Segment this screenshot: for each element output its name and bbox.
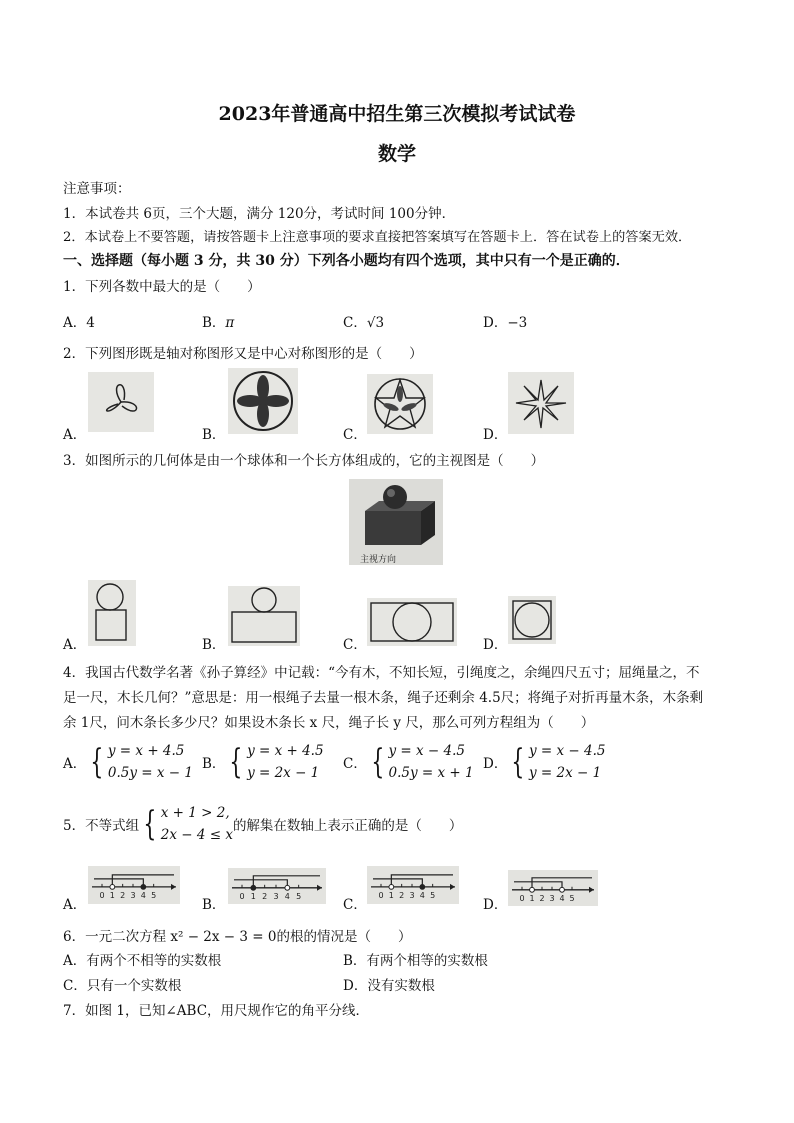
q2-option-d: D． bbox=[483, 427, 508, 443]
tick-label: 4 bbox=[284, 891, 290, 901]
tick-label: 1 bbox=[529, 893, 535, 903]
number-line-b bbox=[228, 868, 326, 904]
endpoint-upper bbox=[285, 885, 290, 890]
q5-option-d: D． bbox=[483, 897, 508, 913]
tick-label: 5 bbox=[430, 890, 436, 900]
tick-label: 3 bbox=[409, 890, 415, 900]
q6-option-d: D．没有实数根 bbox=[343, 978, 435, 994]
endpoint-lower bbox=[530, 887, 535, 892]
endpoint-upper bbox=[420, 885, 425, 890]
tick-label: 2 bbox=[539, 893, 545, 903]
endpoint-lower bbox=[251, 885, 256, 890]
tick-label: 0 bbox=[239, 891, 245, 901]
q4-option-d: D． { y = x − 4.5 y = 2x − 1 bbox=[483, 742, 606, 782]
five-star-figure bbox=[367, 374, 433, 434]
pinwheel-star-figure bbox=[508, 372, 574, 434]
tick-label: 4 bbox=[419, 890, 425, 900]
q5-option-a: A． bbox=[63, 897, 87, 913]
tick-label: 0 bbox=[519, 893, 525, 903]
q5-option-b: B． bbox=[202, 897, 226, 913]
q1-option-d: D．−3 bbox=[483, 315, 528, 331]
pinwheel-figure bbox=[88, 372, 154, 432]
q6-option-c: C．只有一个实数根 bbox=[63, 978, 182, 994]
tick-label: 5 bbox=[569, 893, 575, 903]
q1-option-a: A．4 bbox=[63, 315, 95, 331]
tick-label: 3 bbox=[273, 891, 279, 901]
tick-label: 2 bbox=[399, 890, 405, 900]
endpoint-upper bbox=[560, 887, 565, 892]
tick-label: 0 bbox=[378, 890, 384, 900]
view-a-figure bbox=[88, 580, 136, 646]
view-c-figure bbox=[367, 598, 457, 646]
q4-line-3: 余 1尺，问木条长多少尺？如果设木条长 x 尺，绳子长 y 尺，那么可列方程组为（ ） bbox=[63, 715, 595, 731]
tick-label: 4 bbox=[140, 890, 146, 900]
q5-option-c: C． bbox=[343, 897, 367, 913]
q5-stem: 5．不等式组 { x + 1 > 2, 2x − 4 ≤ x的解集在数轴上表示正确的是（ ） bbox=[63, 804, 463, 844]
q4-option-b: B． { y = x + 4.5 y = 2x − 1 bbox=[202, 742, 324, 782]
notice-heading: 注意事项： bbox=[63, 181, 131, 197]
q3-option-b: B． bbox=[202, 637, 226, 653]
endpoint-lower bbox=[389, 885, 394, 890]
q1-option-c: C．√3 bbox=[343, 315, 385, 331]
q6-stem: 6．一元二次方程 x² − 2x − 3 = 0的根的情况是（ ） bbox=[63, 929, 412, 945]
q6-option-b: B．有两个相等的实数根 bbox=[343, 953, 488, 969]
q2-option-c: C． bbox=[343, 427, 367, 443]
subject-title: 数学 bbox=[377, 143, 416, 165]
number-line-d bbox=[508, 870, 598, 906]
q4-line-1: 4．我国古代数学名著《孙子算经》中记载：“今有木，不知长短，引绳度之，余绳四尺五寸；屈绳量之，不 bbox=[63, 665, 700, 681]
tick-label: 4 bbox=[559, 893, 565, 903]
tick-label: 0 bbox=[99, 890, 105, 900]
notice-item-2: 2．本试卷上不要答题，请按答题卡上注意事项的要求直接把答案填写在答题卡上．答在试卷上的答案无效． bbox=[63, 230, 692, 245]
q4-option-c: C． { y = x − 4.5 0.5y = x + 1 bbox=[343, 742, 474, 782]
exam-title: 2023年普通高中招生第三次模拟考试试卷 bbox=[218, 103, 576, 125]
number-line-a bbox=[88, 866, 180, 904]
q7-stem: 7．如图 1，已知∠ABC，用尺规作它的角平分线． bbox=[63, 1003, 370, 1019]
q4-line-2: 足一尺，木长几何？”意思是：用一根绳子去量一根木条，绳子还剩余 4.5尺；将绳子对折再量木条，木条剩 bbox=[63, 690, 704, 706]
tick-label: 5 bbox=[151, 890, 157, 900]
view-b-figure bbox=[228, 586, 300, 646]
q3-option-d: D． bbox=[483, 637, 508, 653]
tick-label: 3 bbox=[130, 890, 136, 900]
q3-option-a: A． bbox=[63, 637, 87, 653]
q2-stem: 2．下列图形既是轴对称图形又是中心对称图形的是（ ） bbox=[63, 346, 423, 362]
tick-label: 3 bbox=[549, 893, 555, 903]
q4-option-a: A． { y = x + 4.5 0.5y = x − 1 bbox=[63, 742, 193, 782]
q6-option-a: A．有两个不相等的实数根 bbox=[63, 953, 222, 969]
endpoint-upper bbox=[141, 885, 146, 890]
number-line-c bbox=[367, 866, 459, 904]
section-heading: 一、选择题（每小题 3 分，共 30 分）下列各小题均有四个选项，其中只有一个是正确的． bbox=[63, 253, 630, 269]
tick-label: 1 bbox=[388, 890, 394, 900]
q2-option-b: B． bbox=[202, 427, 226, 443]
view-direction-caption: 主视方向 bbox=[360, 555, 397, 565]
q3-stem: 3．如图所示的几何体是由一个球体和一个长方体组成的，它的主视图是（ ） bbox=[63, 453, 545, 469]
tick-label: 1 bbox=[250, 891, 256, 901]
tick-label: 1 bbox=[109, 890, 115, 900]
q2-option-a: A． bbox=[63, 427, 87, 443]
view-d-figure bbox=[508, 596, 556, 644]
notice-item-1: 1．本试卷共 6页，三个大题，满分 120分，考试时间 100分钟． bbox=[63, 206, 456, 222]
q1-option-b: B．π bbox=[202, 315, 235, 331]
four-petal-figure bbox=[228, 368, 298, 434]
tick-label: 2 bbox=[262, 891, 268, 901]
q3-option-c: C． bbox=[343, 637, 367, 653]
tick-label: 5 bbox=[296, 891, 302, 901]
tick-label: 2 bbox=[120, 890, 126, 900]
q1-stem: 1．下列各数中最大的是（ ） bbox=[63, 279, 261, 295]
endpoint-lower bbox=[110, 885, 115, 890]
